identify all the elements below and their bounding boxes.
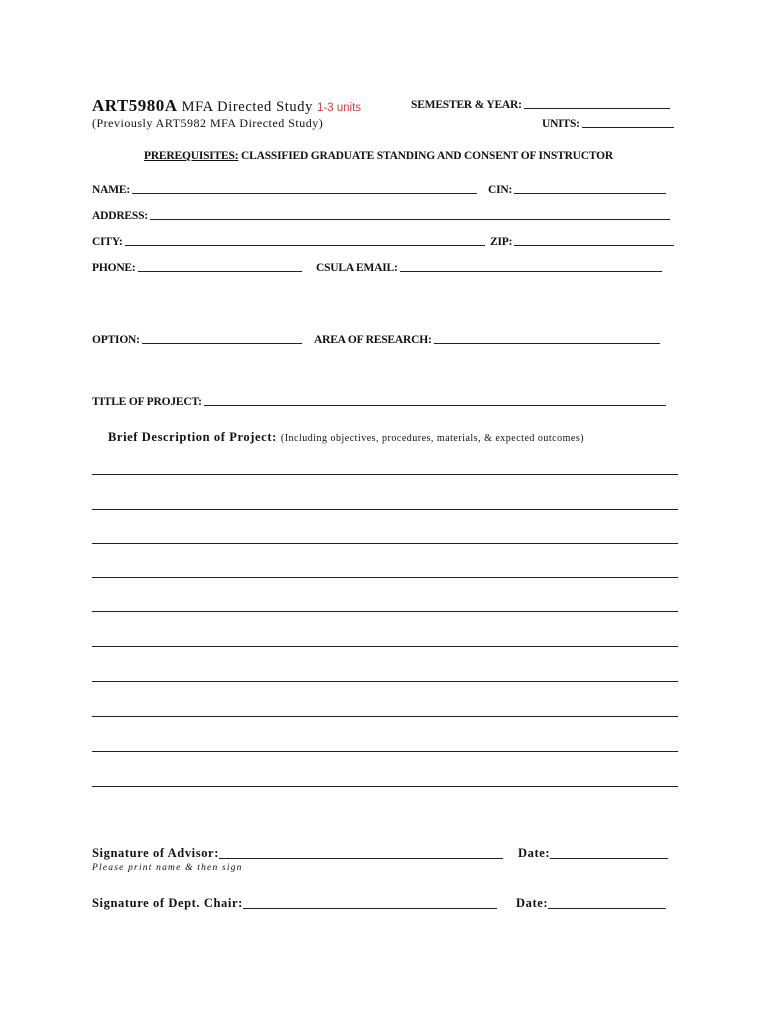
chair-date-line[interactable] xyxy=(548,899,666,909)
address-field[interactable] xyxy=(92,210,670,222)
course-heading xyxy=(92,96,361,116)
option-line[interactable] xyxy=(142,334,302,344)
chair-signature-label: Signature of Dept. Chair: xyxy=(92,896,243,910)
units-label: UNITS: xyxy=(542,118,580,130)
option-label: OPTION: xyxy=(92,334,140,346)
cin-line[interactable] xyxy=(514,184,666,194)
phone-line[interactable] xyxy=(138,262,302,272)
project-title-line[interactable] xyxy=(204,396,666,406)
area-of-research-line[interactable] xyxy=(434,334,660,344)
chair-signature-line[interactable] xyxy=(243,899,497,909)
description-line[interactable] xyxy=(92,716,678,717)
project-title-label: TITLE OF PROJECT: xyxy=(92,396,202,408)
city-field[interactable] xyxy=(92,236,485,248)
cin-label: CIN: xyxy=(488,184,513,196)
chair-date-field[interactable] xyxy=(516,896,666,911)
course-title: MFA Directed Study xyxy=(181,99,313,115)
email-field[interactable] xyxy=(316,262,662,274)
description-line[interactable] xyxy=(92,786,678,787)
description-line[interactable] xyxy=(92,543,678,544)
description-line[interactable] xyxy=(92,681,678,682)
units-note: 1-3 units xyxy=(316,102,362,114)
advisor-date-line[interactable] xyxy=(550,849,668,859)
semester-year-label: SEMESTER & YEAR: xyxy=(411,99,522,111)
chair-signature-field[interactable] xyxy=(92,896,497,911)
advisor-signature-field[interactable] xyxy=(92,846,503,861)
description-line[interactable] xyxy=(92,611,678,612)
description-line[interactable] xyxy=(92,646,678,647)
zip-line[interactable] xyxy=(514,236,674,246)
address-line[interactable] xyxy=(150,210,670,220)
description-heading xyxy=(108,428,584,446)
project-title-field[interactable] xyxy=(92,396,666,408)
description-line[interactable] xyxy=(92,751,678,752)
advisor-signature-line[interactable] xyxy=(219,849,503,859)
description-line[interactable] xyxy=(92,509,678,510)
units-field[interactable] xyxy=(542,118,674,130)
chair-date-label: Date: xyxy=(516,896,549,910)
name-line[interactable] xyxy=(132,184,477,194)
description-line[interactable] xyxy=(92,577,678,578)
option-field[interactable] xyxy=(92,334,302,346)
previous-course-note: (Previously ART5982 MFA Directed Study) xyxy=(92,116,324,130)
city-label: CITY: xyxy=(92,236,123,248)
phone-field[interactable] xyxy=(92,262,302,274)
area-of-research-field[interactable] xyxy=(314,334,660,346)
advisor-date-field[interactable] xyxy=(518,846,668,861)
units-line[interactable] xyxy=(582,118,674,128)
phone-label: PHONE: xyxy=(92,262,136,274)
email-line[interactable] xyxy=(400,262,662,272)
name-label: NAME: xyxy=(92,184,130,196)
city-line[interactable] xyxy=(125,236,485,246)
description-note: (Including objectives, procedures, materials, & expected outcomes) xyxy=(280,433,585,444)
semester-year-field[interactable] xyxy=(411,99,670,111)
advisor-signature-note: Please print name & then sign xyxy=(92,863,243,873)
address-label: ADDRESS: xyxy=(92,210,148,222)
advisor-date-label: Date: xyxy=(518,846,551,860)
name-field[interactable] xyxy=(92,184,477,196)
description-line[interactable] xyxy=(92,474,678,475)
prerequisites xyxy=(144,150,613,162)
zip-field[interactable] xyxy=(490,236,674,248)
advisor-signature-label: Signature of Advisor: xyxy=(92,846,219,860)
description-title: Brief Description of Project: xyxy=(108,430,277,444)
prerequisites-text: CLASSIFIED GRADUATE STANDING AND CONSENT OF INSTRUCTOR xyxy=(241,150,613,162)
cin-field[interactable] xyxy=(488,184,666,196)
email-label: CSULA EMAIL: xyxy=(316,262,398,274)
area-of-research-label: AREA OF RESEARCH: xyxy=(314,334,432,346)
semester-year-line[interactable] xyxy=(524,99,670,109)
course-code: ART5980A xyxy=(92,96,178,115)
zip-label: ZIP: xyxy=(490,236,513,248)
prerequisites-label: PREREQUISITES: xyxy=(144,150,239,162)
